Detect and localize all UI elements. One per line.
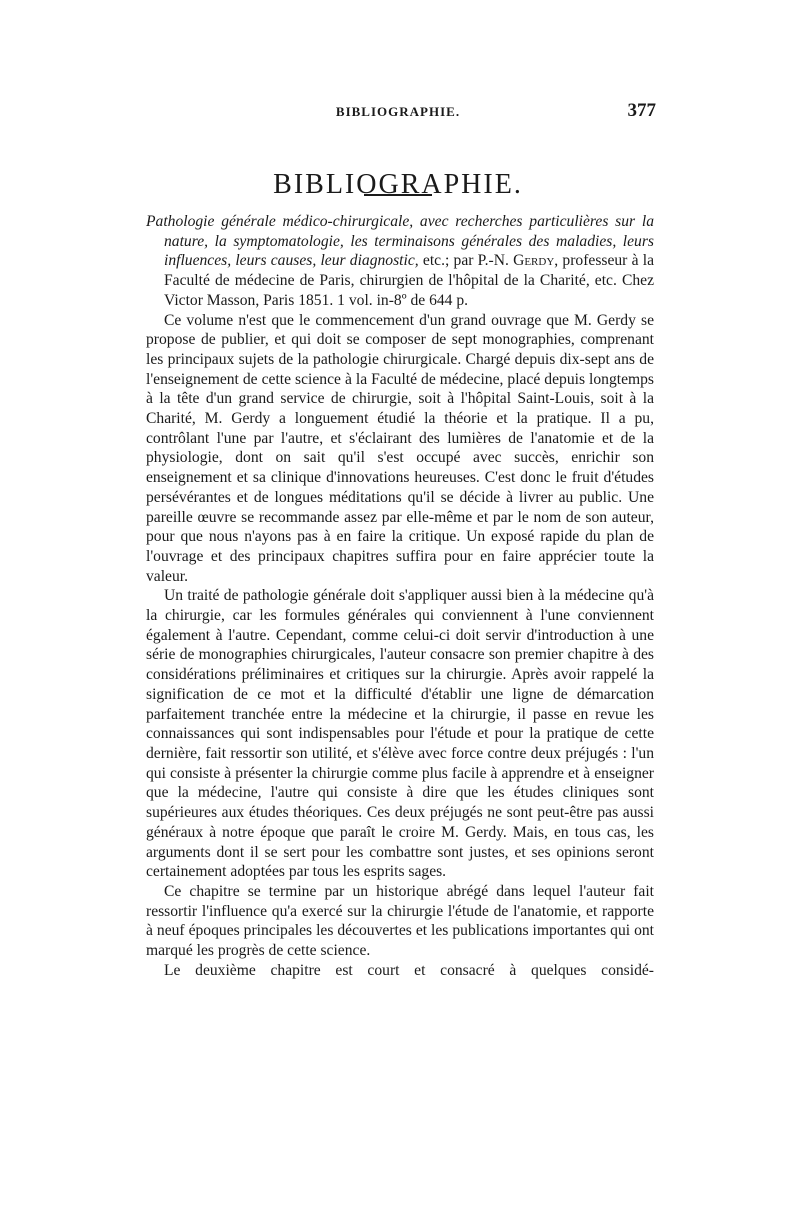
section-title: BIBLIOGRAPHIE. (273, 168, 523, 200)
page-number: 377 (627, 100, 656, 121)
title-divider (364, 194, 432, 196)
paragraph: Le deuxième chapitre est court et consacré à quelques considé- (164, 961, 654, 979)
page-header (140, 100, 656, 124)
author-details: , professeur à la Faculté de médecine de Paris, chirurgien de l'hôpital de la Charité, etc. Chez Victor Masson, Paris 1851. 1 vol. in-8º de 644 p. (164, 252, 654, 309)
article-body (146, 212, 654, 980)
author-name: Gerdy (513, 252, 555, 270)
entry-connector: etc.; par P.-N. (418, 252, 514, 270)
paragraph: Un traité de pathologie générale doit s'appliquer aussi bien à la médecine qu'à la chirurgie, car les formules générales qui conviennent à l'une conviennent également à l'autre. Cependant, comme celui-ci doit servir d'introduction à une série de monographies chirurgicales, l'auteur consacre son premier chapitre à des considérations préliminaires et critiques sur la chirurgie. Après avoir rappelé la signification de ce mot et la difficulté d'établir une ligne de démarcation parfaitement tranchée entre la médecine et la chirurgie, il passe en revue les connaissances qui sont indispensables pour l'étude et pour la pratique de cette dernière, fait ressortir son utilité, et s'élève avec force contre deux préjugés : l'un qui consiste à présenter la chirurgie comme plus facile à apprendre et à enseigner que la médecine, l'autre qui consiste à dire que les études cliniques sont supérieures aux études théoriques. Ces deux préjugés ne sont peut-être pas aussi généraux à notre époque que paraît le croire M. Gerdy. Mais, en tous cas, les arguments dont il se sert pour les combattre sont justes, et ses opinions seront certainement adoptées par tous les esprits sages. (146, 587, 654, 881)
paragraph: Ce volume n'est que le commencement d'un grand ouvrage que M. Gerdy se propose de publier, et qui doit se composer de sept monographies, comprenant les principaux sujets de la pathologie chirurgicale. Chargé depuis dix-sept ans de l'enseignement de cette science à la Faculté de médecine, placé depuis longtemps à la tête d'un grand service de chirurgie, soit à l'hôpital Saint-Louis, soit à la Charité, M. Gerdy a longuement étudié la théorie et la pratique. Il a pu, contrôlant l'une par l'autre, et s'éclairant des lumières de l'anatomie et de la physiologie, dont on sait qu'il s'est occupé avec succès, enrichir son enseignement et sa clinique d'innovations heureuses. C'est donc le fruit d'études persévérantes et de longues méditations qu'il se décide à livrer au public. Une pareille œuvre se recommande assez par elle-même et par le nom de son auteur, pour que nous n'ayons pas à en faire la critique. Un exposé rapide du plan de l'ouvrage et des principaux chapitres suffira pour en faire apprécier toute la valeur. (146, 311, 654, 585)
paragraph: Ce chapitre se termine par un historique abrégé dans lequel l'auteur fait ressortir l'influence qu'a exercé sur la chirurgie l'étude de l'anatomie, et rapporte à neuf époques principales les découvertes et les publications importantes qui ont marqué les progrès de cette science. (146, 882, 654, 960)
book-title: Pathologie générale médico-chirurgicale, avec recherches particulières sur la nature, la symptomatologie, les terminaisons générales des maladies, leurs influences, leurs causes, leur diagnostic, (146, 213, 654, 270)
running-title: BIBLIOGRAPHIE. (335, 104, 461, 119)
bibliographic-entry (146, 212, 654, 311)
